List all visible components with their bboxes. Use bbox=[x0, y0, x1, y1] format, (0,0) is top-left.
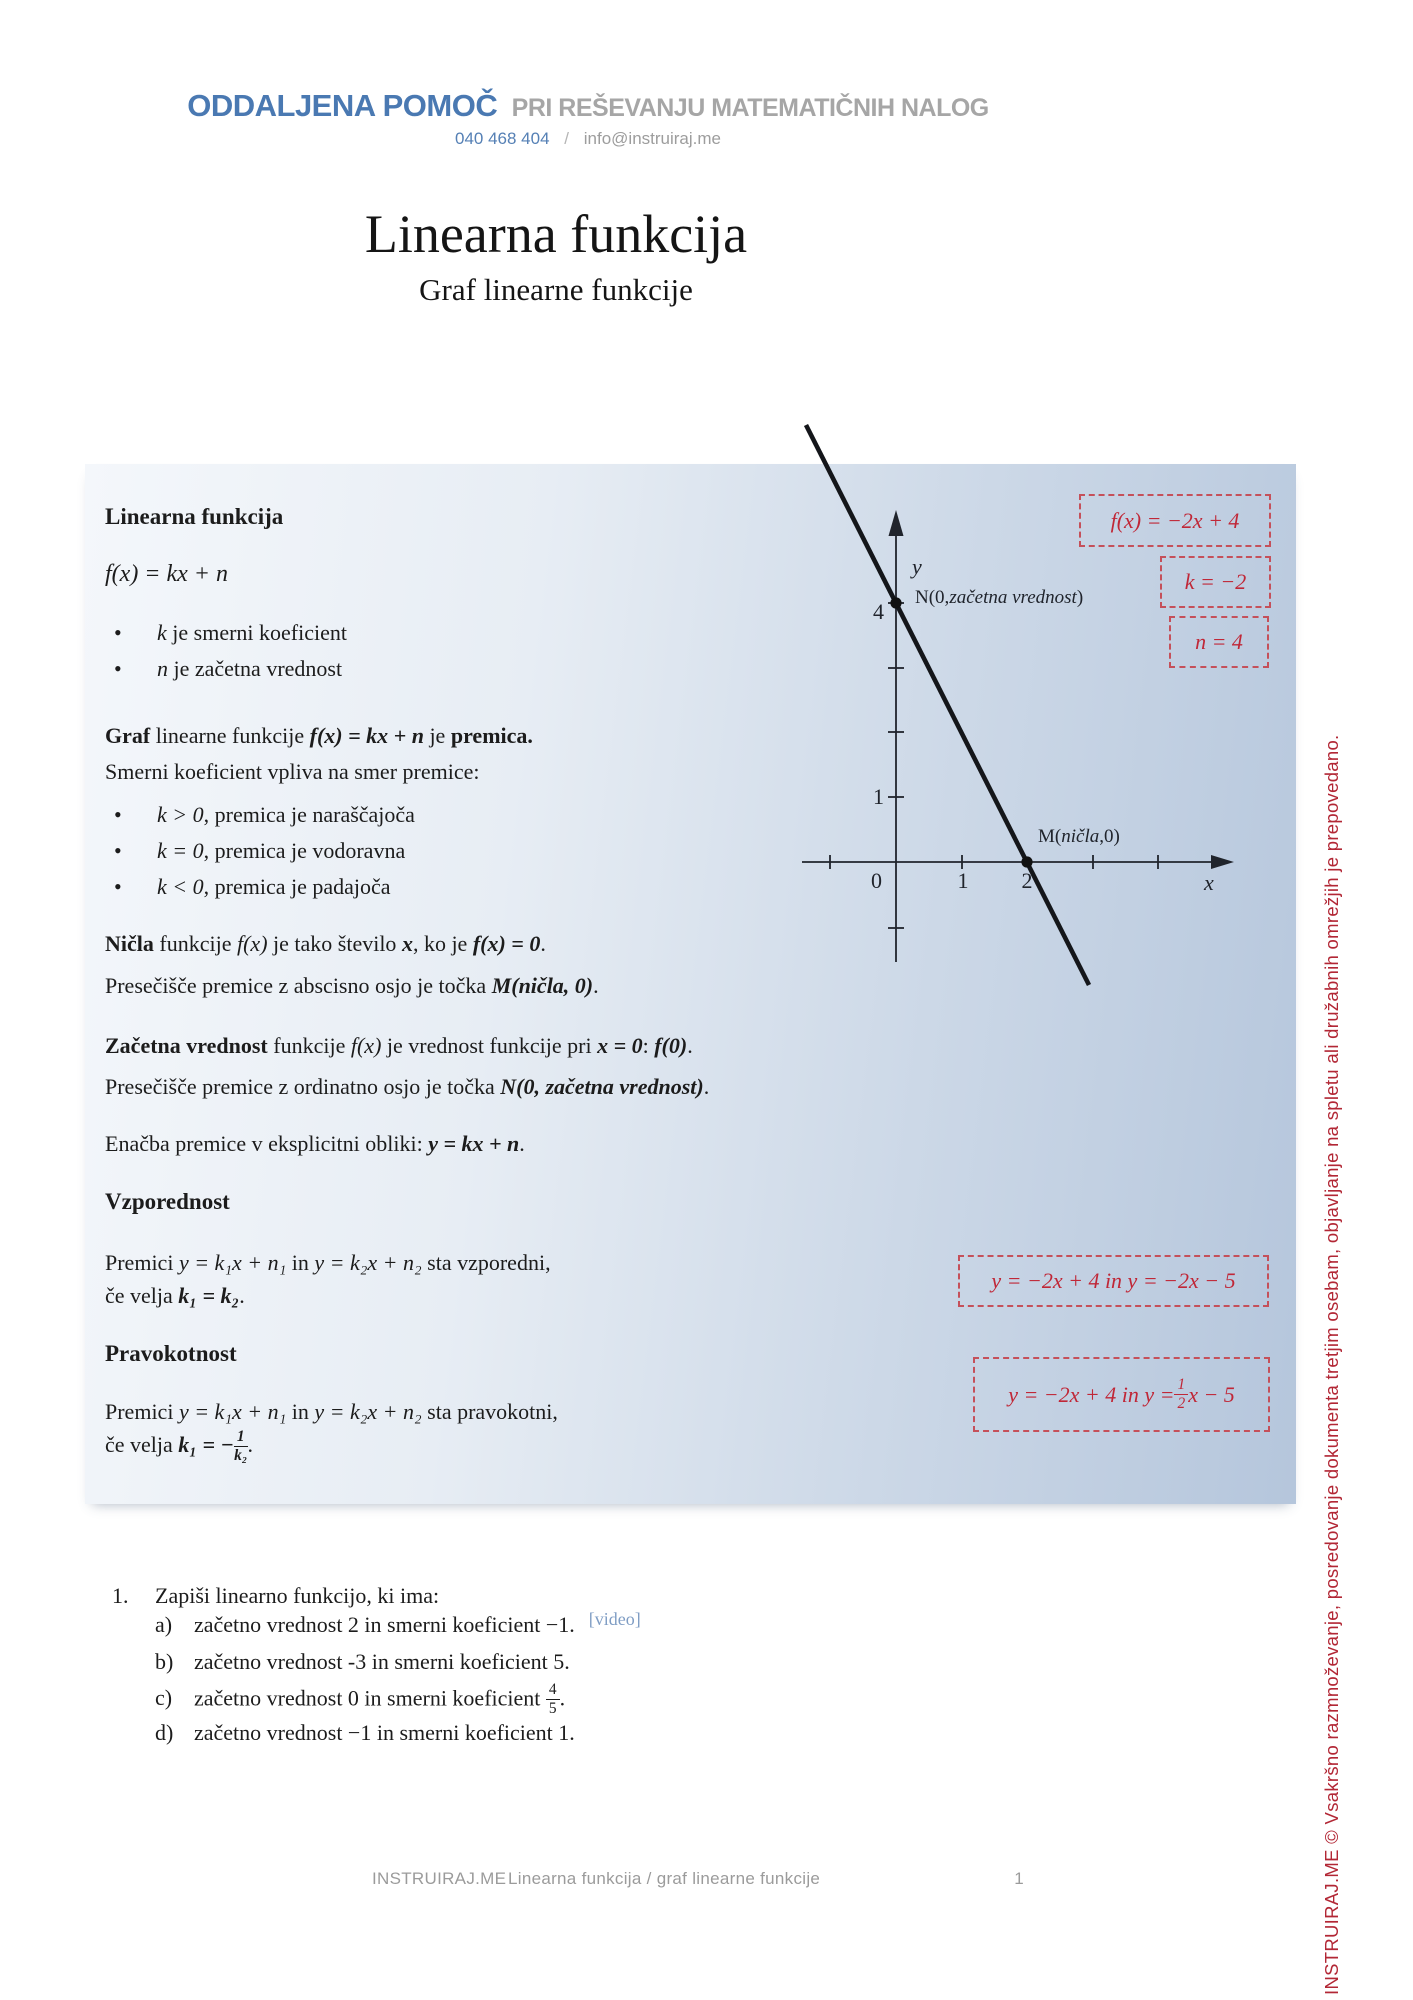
x-tick-label-1: 1 bbox=[957, 868, 969, 893]
bullet-dot: • bbox=[114, 838, 122, 863]
zacetna-fx: f(x) bbox=[350, 1033, 382, 1058]
paragraph-pravokotnost bbox=[105, 1395, 665, 1465]
footer-site: INSTRUIRAJ.ME bbox=[372, 1869, 507, 1888]
vzpor-t2: sta vzporedni, bbox=[421, 1250, 551, 1275]
callout-parallel-example: y = −2x + 4 in y = −2x − 5 bbox=[958, 1255, 1269, 1307]
page-title: Linearna funkcija bbox=[364, 204, 748, 264]
enacba-formula: y = kx + n bbox=[428, 1131, 520, 1156]
perp-frac-den: 2 bbox=[1177, 1394, 1186, 1412]
vzpor-t3: če velja bbox=[105, 1283, 179, 1308]
perp-frac-num: 1 bbox=[1174, 1377, 1188, 1395]
bullet-dot: • bbox=[114, 802, 122, 827]
paragraph-nicla2 bbox=[105, 970, 599, 1002]
bullet-dot: • bbox=[114, 656, 122, 681]
bullet-k-zero bbox=[105, 835, 405, 867]
vzpor-t1: Premici bbox=[105, 1250, 179, 1275]
exercise-item-a bbox=[155, 1609, 641, 1638]
k-pos-text: , premica je naraščajoča bbox=[203, 802, 415, 827]
n-label-post: ) bbox=[1076, 587, 1084, 608]
enacba-dot: . bbox=[519, 1131, 525, 1156]
exercise-intro: Zapiši linearno funkcijo, ki ima: bbox=[155, 1583, 440, 1608]
bullet-n-text: je začetna vrednost bbox=[168, 656, 343, 681]
graf-formula: f(x) = kx + n bbox=[309, 723, 424, 748]
perp-fraction bbox=[1174, 1377, 1188, 1413]
phone-number: 040 468 404 bbox=[455, 129, 550, 148]
zacetna-t2: je vrednost funkcije pri bbox=[381, 1033, 598, 1058]
zacetna-colon: : bbox=[642, 1033, 655, 1058]
nicla2-text: Presečišče premice z abscisno osjo je točka bbox=[105, 973, 492, 998]
zacetna2-point: N(0, začetna vrednost) bbox=[500, 1074, 704, 1099]
y-tick-label-1: 1 bbox=[873, 784, 884, 809]
k-neg-math: k < 0 bbox=[157, 874, 204, 899]
footer-doc-title: Linearna funkcija / graf linearne funkcije bbox=[508, 1869, 821, 1888]
zacetna2-text: Presečišče premice z ordinatno osjo je točka bbox=[105, 1074, 501, 1099]
x-axis-label: x bbox=[1204, 870, 1214, 895]
nicla-x: x bbox=[401, 931, 413, 956]
paragraph-graf bbox=[105, 720, 533, 752]
nicla-bold: Ničla bbox=[105, 931, 154, 956]
bullet-k-text: je smerni koeficient bbox=[166, 620, 347, 645]
item-c-fraction bbox=[546, 1682, 560, 1718]
exercise-number: 1. bbox=[112, 1583, 129, 1608]
section-heading-vzporednost: Vzporednost bbox=[105, 1189, 230, 1214]
section-heading-linearna: Linearna funkcija bbox=[105, 504, 284, 529]
item-c-text: začetno vrednost 0 in smerni koeficient bbox=[194, 1685, 546, 1711]
point-N-label bbox=[915, 587, 1083, 609]
callout-n: n = 4 bbox=[1169, 616, 1269, 668]
callout-k: k = −2 bbox=[1160, 556, 1271, 608]
paragraph-enacba bbox=[105, 1128, 525, 1160]
line-graph bbox=[620, 400, 1260, 1000]
perp-right: x − 5 bbox=[1188, 1381, 1235, 1407]
nicla2-point: M(ničla, 0) bbox=[491, 973, 594, 998]
vzpor-eq1: y = k₁x + n₁ bbox=[178, 1250, 287, 1275]
paragraph-zacetna2 bbox=[105, 1071, 709, 1103]
contact-separator: / bbox=[564, 129, 570, 148]
formula-fkxn: f(x) = kx + n bbox=[105, 561, 228, 587]
bullet-n bbox=[105, 653, 342, 685]
callout-perpendicular-example bbox=[973, 1357, 1270, 1432]
bullet-k bbox=[105, 617, 347, 649]
item-d-text: začetno vrednost −1 in smerni koeficient 1. bbox=[194, 1720, 575, 1745]
x-tick-label-2: 2 bbox=[1021, 868, 1033, 893]
k-zero-math: k = 0 bbox=[157, 838, 204, 863]
k-neg-text: , premica je padajoča bbox=[203, 874, 391, 899]
paragraph-vzporednost bbox=[105, 1246, 665, 1312]
paragraph-zacetna bbox=[105, 1030, 693, 1062]
pravo-in: in bbox=[286, 1399, 315, 1424]
brand-tagline: PRI REŠEVANJU MATEMATIČNIH NALOG bbox=[511, 94, 989, 122]
vzpor-dot: . bbox=[239, 1283, 245, 1308]
pravo-eq1: y = k₁x + n₁ bbox=[178, 1399, 287, 1424]
m-label-italic: ničla bbox=[1061, 826, 1100, 847]
header-contact bbox=[0, 129, 1176, 149]
k-zero-text: , premica je vodoravna bbox=[203, 838, 406, 863]
point-M-label bbox=[1038, 826, 1120, 848]
item-b-label: b) bbox=[155, 1649, 174, 1674]
nicla-dot: . bbox=[540, 931, 546, 956]
n-label-italic: začetna vrednost bbox=[949, 587, 1077, 608]
item-c-dot: . bbox=[559, 1685, 566, 1711]
graf-premica: premica. bbox=[450, 723, 533, 748]
zacetna-t1: funkcije bbox=[267, 1033, 351, 1058]
email-address: info@instruiraj.me bbox=[583, 129, 721, 148]
footer-page-number: 1 bbox=[1014, 1869, 1024, 1888]
zacetna-dot: . bbox=[687, 1033, 693, 1058]
callout-function: f(x) = −2x + 4 bbox=[1079, 494, 1271, 547]
vzpor-cond: k₁ = k₂ bbox=[178, 1283, 240, 1308]
point-N-marker bbox=[890, 597, 901, 608]
exercise-item-c bbox=[155, 1682, 565, 1718]
pravo-t3: če velja bbox=[105, 1432, 179, 1457]
zacetna-x0: x = 0 bbox=[597, 1033, 643, 1058]
y-axis-label: y bbox=[912, 554, 922, 579]
item-c-label: c) bbox=[155, 1685, 173, 1711]
paragraph-nicla bbox=[105, 928, 546, 960]
item-a-text: začetno vrednost 2 in smerni koeficient −1. bbox=[194, 1612, 575, 1637]
y-axis-arrow-icon bbox=[889, 510, 904, 536]
pravo-eq2: y = k₂x + n₂ bbox=[314, 1399, 422, 1424]
page-subtitle: Graf linearne funkcije bbox=[419, 272, 693, 307]
perp-left: y = −2x + 4 in y = bbox=[1008, 1381, 1175, 1407]
vzpor-eq2: y = k₂x + n₂ bbox=[314, 1250, 422, 1275]
enacba-text: Enačba premice v eksplicitni obliki: bbox=[105, 1131, 429, 1156]
pravo-t2: sta pravokotni, bbox=[421, 1399, 558, 1424]
nicla-fx0: f(x) = 0 bbox=[472, 931, 541, 956]
exercise-item-b bbox=[155, 1649, 570, 1675]
item-d-label: d) bbox=[155, 1720, 174, 1745]
function-line bbox=[806, 425, 1089, 985]
video-link[interactable]: [video] bbox=[588, 1609, 641, 1629]
bullet-k-var: k bbox=[157, 620, 167, 645]
zacetna-bold: Začetna vrednost bbox=[105, 1033, 268, 1058]
pravo-t1: Premici bbox=[105, 1399, 179, 1424]
item-a-label: a) bbox=[155, 1612, 173, 1637]
pravo-frac-num: 1 bbox=[234, 1429, 248, 1447]
vzpor-in: in bbox=[286, 1250, 315, 1275]
graf-bold: Graf bbox=[105, 723, 151, 748]
x-tick-label-0: 0 bbox=[871, 868, 882, 893]
brand-name: ODDALJENA POMOČ bbox=[187, 88, 498, 123]
pravo-frac-den: k₂ bbox=[234, 1446, 248, 1464]
point-M-marker bbox=[1021, 856, 1032, 867]
m-label-post: ,0) bbox=[1099, 826, 1120, 847]
graf-text2: je bbox=[423, 723, 451, 748]
nicla-t1: funkcije bbox=[153, 931, 237, 956]
bullet-n-var: n bbox=[157, 656, 168, 681]
nicla-t3: , ko je bbox=[412, 931, 473, 956]
graf-text: linearne funkcije bbox=[150, 723, 310, 748]
nicla-t2: je tako število bbox=[267, 931, 402, 956]
item-c-frac-den: 5 bbox=[548, 1699, 557, 1717]
y-tick-label-4: 4 bbox=[873, 599, 884, 624]
n-label-pre: N(0, bbox=[915, 587, 950, 608]
bullet-k-neg bbox=[105, 871, 391, 903]
exercise-item-d bbox=[155, 1720, 575, 1746]
zacetna-f0: f(0) bbox=[654, 1033, 688, 1058]
k-pos-math: k > 0 bbox=[157, 802, 204, 827]
item-b-text: začetno vrednost -3 in smerni koeficient 5. bbox=[194, 1649, 570, 1674]
item-c-frac-num: 4 bbox=[546, 1682, 560, 1700]
paragraph-smerni: Smerni koeficient vpliva na smer premice: bbox=[105, 759, 480, 784]
header bbox=[0, 88, 1176, 124]
zacetna2-dot: . bbox=[703, 1074, 710, 1099]
section-heading-pravokotnost: Pravokotnost bbox=[105, 1341, 237, 1366]
nicla-fx: f(x) bbox=[236, 931, 268, 956]
bullet-dot: • bbox=[114, 874, 122, 899]
pravo-cond: k₁ = − bbox=[178, 1432, 234, 1457]
bullet-k-pos bbox=[105, 799, 415, 831]
copyright-vertical-text: INSTRUIRAJ.ME © Vsakršno razmnoževanje, posredovanje dokumenta tretjim osebam, objavljanje na spletu ali družabnih omrežjih je prepovedano. bbox=[1321, 734, 1342, 1995]
nicla2-dot: . bbox=[593, 973, 599, 998]
x-axis-arrow-icon bbox=[1211, 855, 1234, 869]
pravo-dot: . bbox=[247, 1432, 254, 1457]
pravo-fraction bbox=[234, 1429, 248, 1465]
m-label-pre: M( bbox=[1038, 826, 1062, 847]
bullet-dot: • bbox=[114, 620, 122, 645]
